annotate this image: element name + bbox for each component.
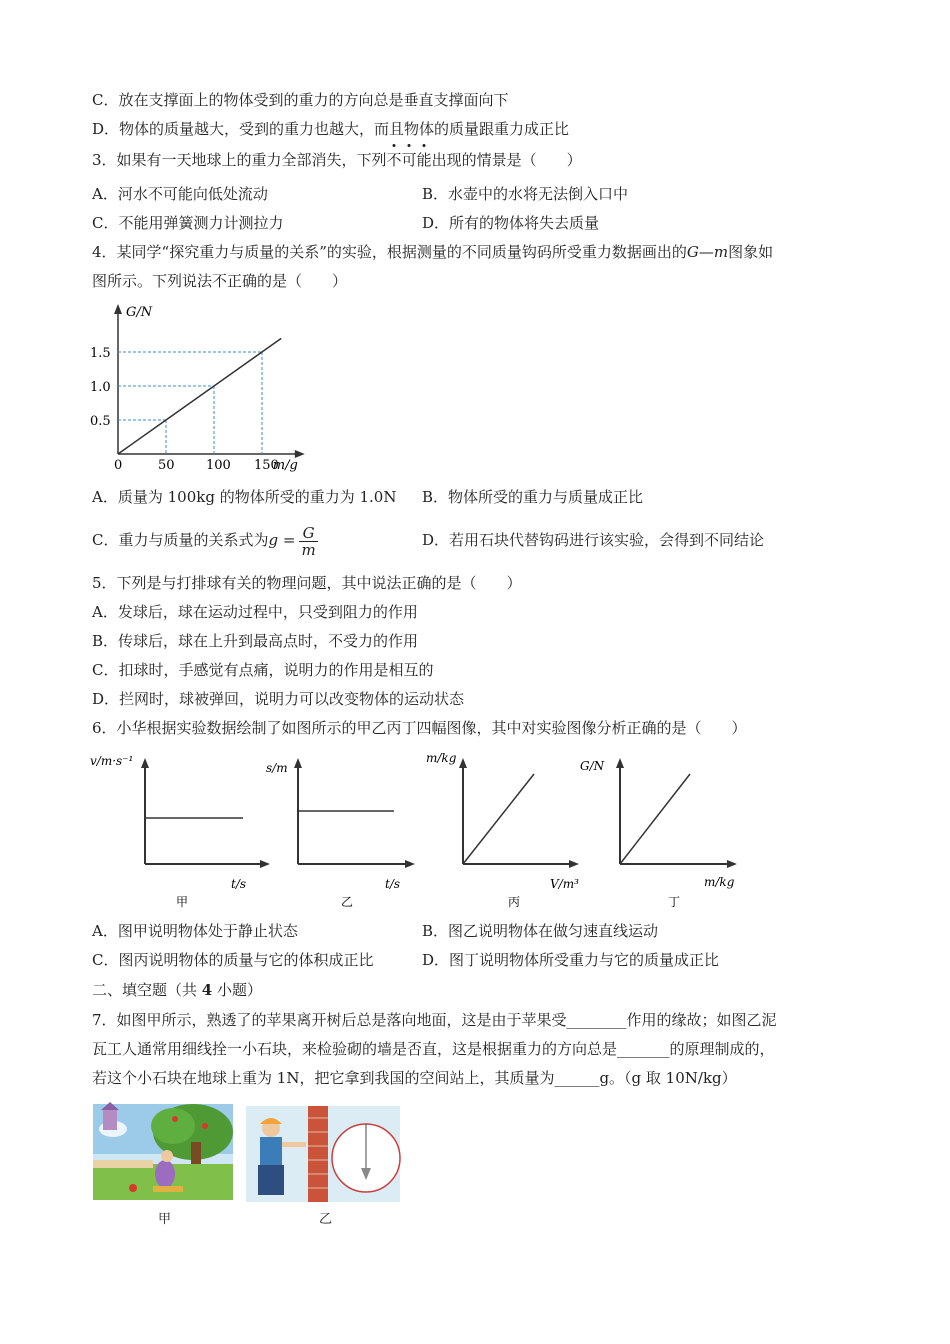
- q3-option-b: B．水壶中的水将无法倒入口中: [422, 185, 629, 203]
- graph-ding-caption: 丁: [668, 895, 681, 909]
- q6-option-d: D．图丁说明物体所受重力与它的质量成正比: [422, 951, 720, 969]
- series-line: [118, 338, 281, 454]
- graph-bing-ylabel: m/kg: [426, 751, 457, 765]
- q2-option-d: D．物体的质量越大，受到的重力也越大，而且物体的质量跟重力成正比: [92, 120, 570, 138]
- graph-yi-ylabel: s/m: [266, 761, 288, 775]
- q6-option-a: A．图甲说明物体处于静止状态: [92, 922, 298, 940]
- graph-ding: [580, 758, 737, 909]
- q4-option-a: A．质量为 100kg 的物体所受的重力为 1.0N: [92, 488, 397, 506]
- picture-caption-jia: 甲: [158, 1212, 172, 1227]
- q2-option-c: C．放在支撑面上的物体受到的重力的方向总是垂直支撑面向下: [92, 91, 509, 109]
- graph-bing: [426, 751, 579, 909]
- graph-ding-xlabel: m/kg: [704, 875, 735, 889]
- q5-option-d: D．拦网时，球被弹回，说明力可以改变物体的运动状态: [92, 690, 465, 708]
- y-tick-label: 1.0: [90, 380, 111, 395]
- q6-stem: 6．小华根据实验数据绘制了如图所示的甲乙丙丁四幅图像，其中对实验图像分析正确的是（ ）: [92, 719, 747, 737]
- q4-gm-chart: [90, 298, 298, 478]
- q7-line2: 瓦工人通常用细线拴一小石块，来检验砌的墙是否直，这是根据重力的方向总是_______的原理制成的，: [92, 1040, 775, 1058]
- q6-option-c: C．图丙说明物体的质量与它的体积成正比: [92, 951, 374, 969]
- q3-option-d: D．所有的物体将失去质量: [422, 214, 600, 232]
- y-tick-label: 1.5: [90, 346, 111, 361]
- emphasis-char: 不: [386, 151, 402, 169]
- graph-jia: [90, 754, 270, 909]
- y-axis-label: G/N: [126, 305, 153, 320]
- graph-ding-ylabel: G/N: [580, 759, 605, 773]
- x-axis-arrow: [295, 450, 305, 458]
- q6-option-b: B．图乙说明物体在做匀速直线运动: [422, 922, 659, 940]
- q4-stem-line2: 图所示。下列说法不正确的是（ ）: [92, 272, 348, 290]
- q3-stem: 3．如果有一天地球上的重力全部消失，下列不可能出现的情景是（ ）: [92, 151, 582, 169]
- apple-tree-picture: [93, 1104, 233, 1200]
- x-tick-label: 100: [206, 458, 231, 473]
- q3-option-a: A．河水不可能向低处流动: [92, 185, 268, 203]
- section-heading: 二、填空题（共 4 小题）: [92, 981, 262, 999]
- q4-stem-line1: 4．某同学“探究重力与质量的关系”的实验，根据测量的不同质量钩码所受重力数据画出的G—m图象如: [92, 243, 774, 261]
- graph-yi: [266, 758, 415, 909]
- x-tick-label: 50: [158, 458, 175, 473]
- graph-jia-xlabel: t/s: [231, 877, 247, 891]
- graph-jia-caption: 甲: [176, 895, 189, 909]
- q3-option-c: C．不能用弹簧测力计测拉力: [92, 214, 284, 232]
- graph-jia-ylabel: v/m·s⁻¹: [90, 754, 134, 768]
- q6-graphs: [88, 748, 768, 913]
- x-tick-label: 150: [254, 458, 279, 473]
- q4-option-c: C．重力与质量的关系式为g = $\frac{G}{m}$: [92, 523, 316, 559]
- q7-line1: 7．如图甲所示，熟透了的苹果离开树后总是落向地面，这是由于苹果受________作用的缘故；如图乙泥: [92, 1011, 777, 1029]
- q4-option-d: D．若用石块代替钩码进行该实验，会得到不同结论: [422, 531, 765, 549]
- fraction: $\frac{G}{m}$: [301, 523, 316, 559]
- q5-option-b: B．传球后，球在上升到最高点时，不受力的作用: [92, 632, 419, 650]
- graph-yi-xlabel: t/s: [385, 877, 401, 891]
- picture-caption-yi: 乙: [319, 1212, 333, 1227]
- y-axis-arrow: [114, 304, 122, 314]
- graph-bing-xlabel: V/m³: [550, 877, 579, 891]
- x-tick-label: 0: [114, 458, 123, 473]
- plumb-line-picture: [246, 1106, 400, 1202]
- q5-option-a: A．发球后，球在运动过程中，只受到阻力的作用: [92, 603, 418, 621]
- graph-bing-caption: 丙: [508, 895, 521, 909]
- graph-yi-caption: 乙: [341, 895, 354, 909]
- x-axis-label: m/g: [272, 458, 298, 473]
- q5-stem: 5．下列是与打排球有关的物理问题，其中说法正确的是（ ）: [92, 574, 522, 592]
- emphasis-char: 能: [416, 151, 432, 169]
- q5-option-c: C．扣球时，手感觉有点痛，说明力的作用是相互的: [92, 661, 434, 679]
- emphasis-char: 可: [401, 151, 417, 169]
- q4-option-b: B．物体所受的重力与质量成正比: [422, 488, 644, 506]
- y-tick-label: 0.5: [90, 414, 111, 429]
- q7-line3: 若这个小石块在地球上重为 1N，把它拿到我国的空间站上，其质量为______g。（g 取 10N/kg）: [92, 1069, 737, 1087]
